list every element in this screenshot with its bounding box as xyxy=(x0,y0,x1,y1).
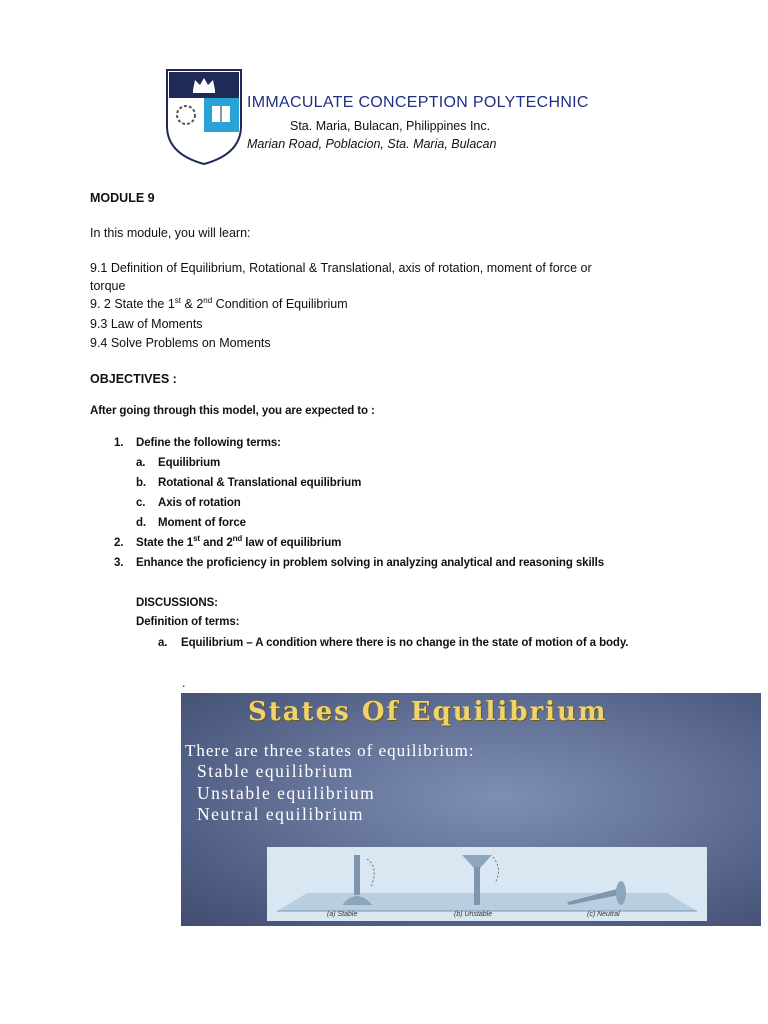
slide-title: States Of Equilibrium xyxy=(248,697,608,727)
objective-1: Define the following terms: xyxy=(136,437,281,449)
objective-1b: Rotational & Translational equilibrium xyxy=(158,477,362,489)
caption-neutral: (c) Neutral xyxy=(587,911,620,918)
topic-9-4: 9.4 Solve Problems on Moments xyxy=(90,336,271,350)
slide-item-neutral: Neutral equilibrium xyxy=(197,804,365,824)
school-address-line1: Sta. Maria, Bulacan, Philippines Inc. xyxy=(290,119,491,133)
slide-subtitle: There are three states of equilibrium: xyxy=(185,741,475,760)
list-letter: a. xyxy=(158,637,168,649)
topic-9-1-cont: torque xyxy=(90,279,126,293)
list-letter: c. xyxy=(136,497,146,509)
slide-item-stable: Stable equilibrium xyxy=(197,761,354,781)
module-title: MODULE 9 xyxy=(90,191,155,205)
definitions-heading: Definition of terms: xyxy=(136,616,240,628)
discussions-heading: DISCUSSIONS: xyxy=(136,597,218,609)
objective-2: State the 1st and 2nd law of equilibrium xyxy=(136,534,342,549)
topic-9-3: 9.3 Law of Moments xyxy=(90,317,203,331)
list-letter: a. xyxy=(136,457,146,469)
stray-dot: . xyxy=(182,676,186,690)
list-number: 3. xyxy=(114,557,124,569)
objective-1a: Equilibrium xyxy=(158,457,221,469)
school-logo xyxy=(165,68,243,166)
caption-stable: (a) Stable xyxy=(327,911,358,918)
caption-unstable: (b) Unstable xyxy=(454,911,493,918)
objective-3: Enhance the proficiency in problem solving in analyzing analytical and reasoning skills xyxy=(136,557,605,569)
topic-9-1: 9.1 Definition of Equilibrium, Rotational & Translational, axis of rotation, moment of force or xyxy=(90,261,592,275)
objectives-heading: OBJECTIVES : xyxy=(90,372,177,386)
definition-equilibrium: Equilibrium – A condition where there is no change in the state of motion of a body. xyxy=(181,637,629,649)
school-name: IMMACULATE CONCEPTION POLYTECHNIC xyxy=(247,94,589,111)
equilibrium-diagram xyxy=(267,847,707,921)
list-number: 2. xyxy=(114,537,124,549)
objective-1d: Moment of force xyxy=(158,517,246,529)
slide-item-unstable: Unstable equilibrium xyxy=(197,783,376,803)
objectives-intro: After going through this model, you are expected to : xyxy=(90,405,375,417)
topic-9-2: 9. 2 State the 1st & 2nd Condition of Equilibrium xyxy=(90,295,348,311)
list-letter: b. xyxy=(136,477,147,489)
list-number: 1. xyxy=(114,437,124,449)
list-letter: d. xyxy=(136,517,147,529)
school-address-line2: Marian Road, Poblacion, Sta. Maria, Bulacan xyxy=(247,137,497,151)
objective-1c: Axis of rotation xyxy=(158,497,241,509)
states-of-equilibrium-slide xyxy=(181,693,761,926)
module-intro: In this module, you will learn: xyxy=(90,226,251,240)
